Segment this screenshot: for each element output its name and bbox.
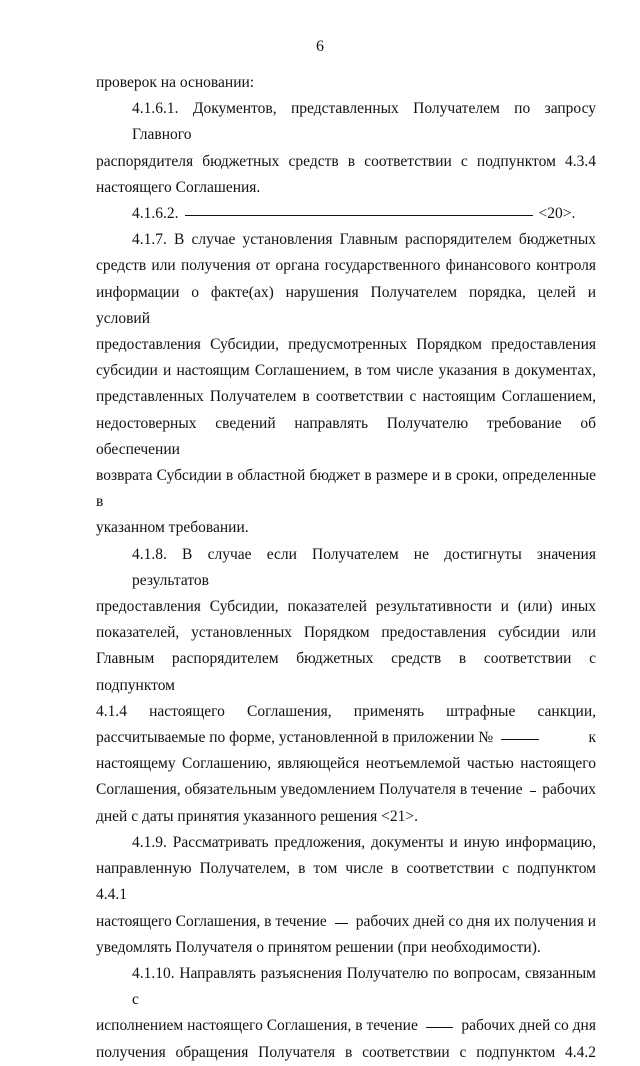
text-line: 4.1.8. В случае если Получателем не достигнуты значения результатов — [132, 545, 596, 589]
text-line: дней с даты принятия указанного решения <21>. — [96, 807, 419, 825]
blank-fill-line — [335, 922, 348, 924]
text-segment: рассчитываемые по форме, установленной в приложении № — [96, 729, 494, 747]
text-line: указанном требовании. — [96, 519, 249, 537]
text-line: 4.1.9. Рассматривать предложения, документы и иную информацию, — [132, 833, 596, 851]
text-segment: рабочих — [542, 781, 596, 799]
text-segment: Соглашения, обязательным уведомлением Получателя в течение — [96, 781, 523, 799]
text-segment: рабочих дней со дня их получения и — [355, 912, 596, 930]
text-segment: настоящего Соглашения, в течение — [96, 912, 327, 930]
paragraph-4-1-6-2 — [96, 201, 596, 227]
paragraph-4-1-7 — [96, 227, 596, 541]
text-line: распорядителя бюджетных средств в соответствии с подпунктом 4.3.4 — [96, 152, 596, 170]
text-line: 4.1.4 настоящего Соглашения, применять штрафные санкции, — [96, 702, 596, 720]
text-line: субсидии и настоящим Соглашением, в том числе указания в документах, — [96, 362, 596, 380]
text-line: недостоверных сведений направлять Получателю требование об обеспечении — [96, 414, 596, 458]
text-segment: к — [588, 729, 596, 747]
text-line: средств или получения от органа государственного финансового контроля — [96, 257, 596, 275]
paragraph-4-1-6-1 — [96, 96, 596, 201]
text-line: Главным распорядителем бюджетных средств в соответствии с подпунктом — [96, 650, 596, 694]
text-line: предоставления Субсидии, предусмотренных Порядком предоставления — [96, 336, 596, 354]
blank-fill-line — [185, 214, 533, 216]
text-line: показателей, установленных Порядком предоставления субсидии или — [96, 624, 596, 642]
text-line: 4.1.10. Направлять разъяснения Получателю по вопросам, связанным с — [132, 964, 596, 1009]
page-number: 6 — [316, 38, 324, 55]
text-line: настоящему Соглашению, являющейся неотъемлемой частью настоящего — [96, 755, 596, 773]
text-line: предоставления Субсидии, показателей результативности и (или) иных — [96, 598, 596, 616]
text-segment: рабочих дней со дня — [461, 1017, 596, 1035]
text-line: представленных Получателем в соответствии с настоящим Соглашением, — [96, 388, 596, 406]
clause-number: 4.1.6.2. — [132, 205, 179, 223]
text-line: получения обращения Получателя в соответствии с подпунктом 4.4.2 — [96, 1043, 596, 1061]
text-line-with-blank — [96, 909, 596, 935]
document-body — [96, 70, 596, 1066]
blank-fill-line — [530, 790, 536, 792]
text-line-with-blank — [96, 1013, 596, 1039]
footnote-ref: <20>. — [538, 205, 576, 223]
blank-fill-line — [501, 738, 539, 740]
paragraph-4-1-10 — [96, 961, 596, 1066]
text-segment: исполнением настоящего Соглашения, в течение — [96, 1017, 418, 1035]
text-line: уведомлять Получателя о принятом решении (при необходимости). — [96, 938, 541, 956]
intro-line: проверок на основании: — [96, 74, 255, 91]
text-line: 4.1.6.1. Документов, представленных Получателем по запросу Главного — [132, 100, 596, 144]
text-line: настоящего Соглашения. — [96, 178, 261, 196]
text-line: информации о факте(ах) нарушения Получателем порядка, целей и условий — [96, 283, 596, 327]
blank-fill-line — [426, 1026, 453, 1028]
text-line-with-blank — [96, 725, 596, 751]
text-line: 4.1.7. В случае установления Главным распорядителем бюджетных — [132, 231, 596, 249]
text-line: возврата Субсидии в областной бюджет в размере и в сроки, определенные в — [96, 467, 596, 511]
text-line: направленную Получателем, в том числе в соответствии с подпунктом 4.4.1 — [96, 860, 596, 904]
paragraph-4-1-8 — [96, 542, 596, 830]
paragraph-4-1-9 — [96, 830, 596, 961]
text-line-with-blank — [96, 777, 596, 803]
